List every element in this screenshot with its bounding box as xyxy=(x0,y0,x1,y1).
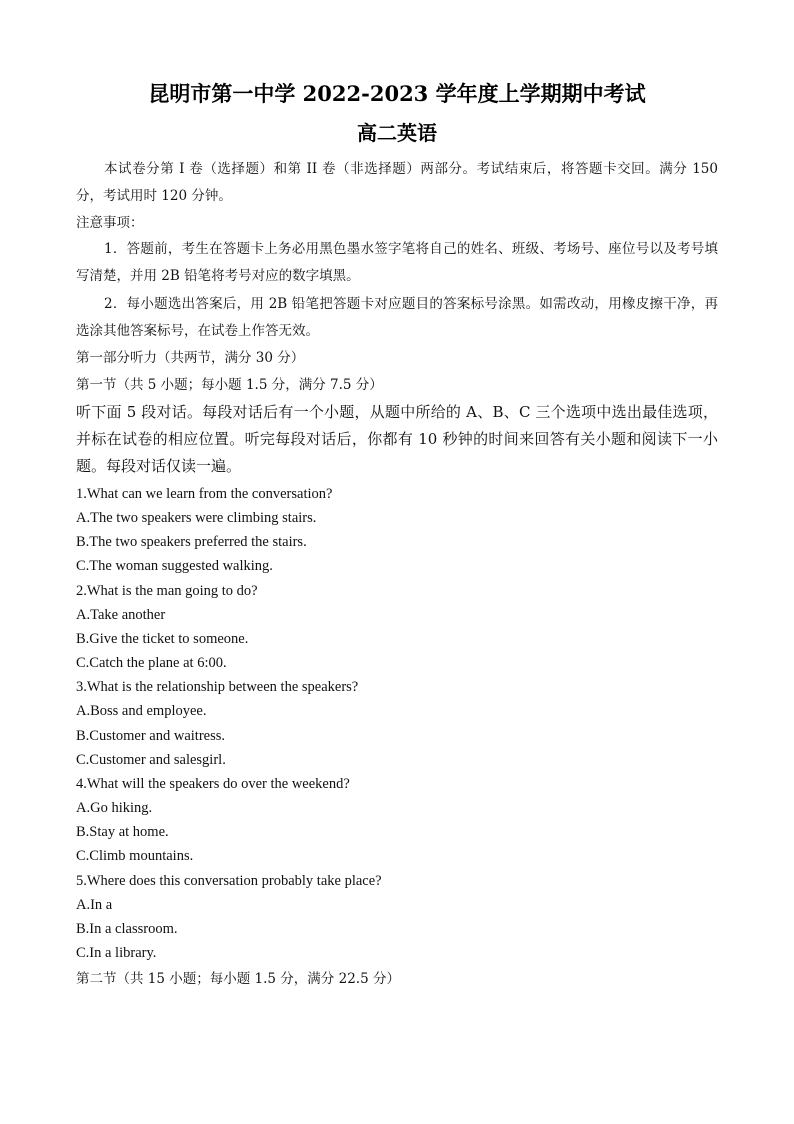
q2-option-b: B.Give the ticket to someone. xyxy=(76,631,249,647)
listening-directions: 听下面 5 段对话。每段对话后有一个小题，从题中所给的 A、B、C 三个选项中选出最佳选项，并标在试卷的相应位置。听完每段对话后，你都有 10 秒钟的时间来回答有关小题和阅读下一小题。每段对话仅读一遍。 xyxy=(76,403,718,475)
exam-subject: 高二英语 xyxy=(357,121,437,145)
question-2: 2.What is the man going to do? xyxy=(76,583,258,599)
q5-option-a: A.In a xyxy=(76,897,113,913)
q4-option-a: A.Go hiking. xyxy=(76,800,153,816)
q1-option-b: B.The two speakers preferred the stairs. xyxy=(76,534,307,550)
q1-option-c: C.The woman suggested walking. xyxy=(76,558,273,574)
q2-option-a: A.Take another xyxy=(76,607,166,623)
exam-title: 昆明市第一中学 2022-2023 学年度上学期期中考试 xyxy=(148,81,646,106)
question-1: 1.What can we learn from the conversation? xyxy=(76,486,333,502)
question-3: 3.What is the relationship between the speakers? xyxy=(76,679,359,695)
notes-heading: 注意事项： xyxy=(76,215,144,231)
question-5: 5.Where does this conversation probably take place? xyxy=(76,873,382,889)
notes-item-2: 2．每小题选出答案后，用 2B 铅笔把答题卡对应题目的答案标号涂黑。如需改动，用橡皮擦干净，再选涂其他答案标号，在试卷上作答无效。 xyxy=(76,296,718,339)
question-4: 4.What will the speakers do over the weekend? xyxy=(76,776,350,792)
q1-option-a: A.The two speakers were climbing stairs. xyxy=(76,510,317,526)
part1-heading: 第一部分听力（共两节，满分 30 分） xyxy=(76,350,305,366)
intro-paragraph: 本试卷分第 I 卷（选择题）和第 II 卷（非选择题）两部分。考试结束后，将答题卡交回。满分 150 分，考试用时 120 分钟。 xyxy=(76,161,718,204)
q2-option-c: C.Catch the plane at 6:00. xyxy=(76,655,227,671)
q3-option-b: B.Customer and waitress. xyxy=(76,728,226,744)
q4-option-c: C.Climb mountains. xyxy=(76,848,194,864)
q4-option-b: B.Stay at home. xyxy=(76,824,169,840)
section2-heading: 第二节（共 15 小题；每小题 1.5 分，满分 22.5 分） xyxy=(76,971,400,987)
section1-heading: 第一节（共 5 小题；每小题 1.5 分，满分 7.5 分） xyxy=(76,377,383,393)
q5-option-b: B.In a classroom. xyxy=(76,921,178,937)
notes-item-1: 1．答题前，考生在答题卡上务必用黑色墨水签字笔将自己的姓名、班级、考场号、座位号以及考号填写清楚，并用 2B 铅笔将考号对应的数字填黑。 xyxy=(76,241,718,284)
q5-option-c: C.In a library. xyxy=(76,945,157,961)
q3-option-a: A.Boss and employee. xyxy=(76,703,207,719)
q3-option-c: C.Customer and salesgirl. xyxy=(76,752,226,768)
